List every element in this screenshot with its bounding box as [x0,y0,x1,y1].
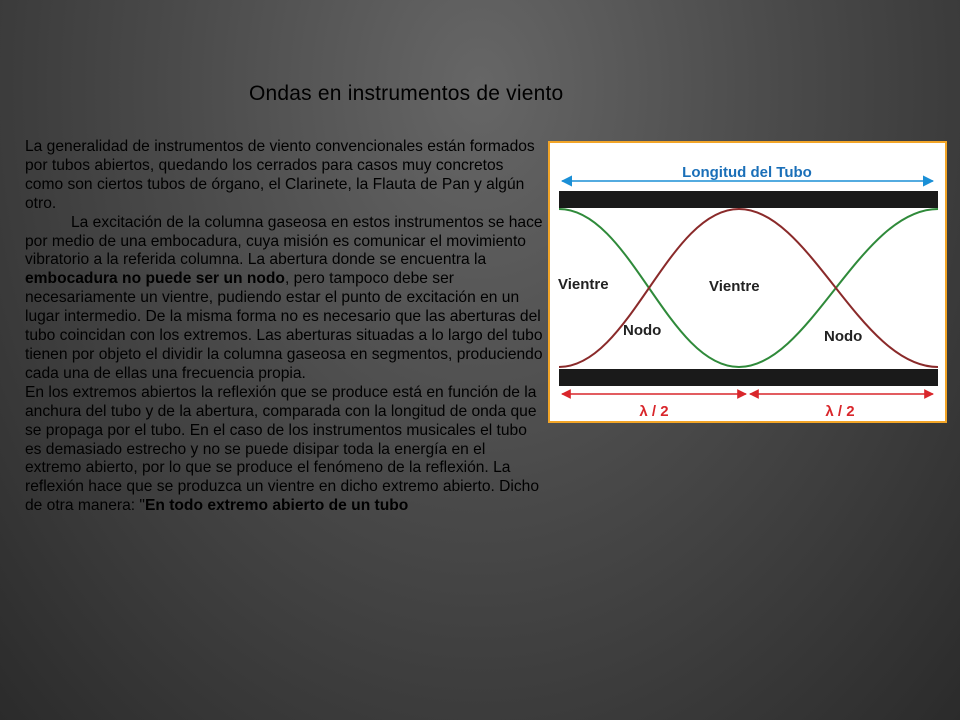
paragraph-3-text: En los extremos abiertos la reflexión que se produce está en función de la anchura del tubo y de la abertura, comparada con la longitud de onda que se propaga por el tubo. En el caso de los instrumentos musicales el tubo es demasiado estrecho y no se puede disipar toda la energía en el extremo abierto, por lo que se produce el fenómeno de la reflexión. La reflexión hace que se produzca un vientre en dicho extremo abierto. Dicho de otra manera: " [25,383,540,515]
tube-length-label: Longitud del Tubo [682,164,812,181]
slide-title: Ondas en instrumentos de viento [249,82,564,105]
paragraph-3 [25,384,545,516]
node-label-left: Nodo [623,322,662,339]
body-text [25,138,545,516]
antinode-label-center: Vientre [709,278,760,295]
paragraph-2-text-a: La excitación de la columna gaseosa en estos instrumentos se hace por medio de una embocadura, cuya misión es comunicar el movimiento vibratorio a la referida columna. La abertura donde se encuentra la [25,213,543,269]
paragraph-1: La generalidad de instrumentos de viento convencionales están formados por tubos abiertos, quedando los cerrados para casos muy concretos como son ciertos tubos de órgano, el Clarinete, la Flauta de Pan y algún otro. [25,138,535,212]
standing-wave-diagram [548,141,947,423]
paragraph-3-bold: En todo extremo abierto de un tubo [144,497,409,515]
diagram-svg [550,143,945,421]
node-label-right: Nodo [824,328,863,345]
paragraph-2-bold: embocadura no puede ser un nodo [25,270,285,288]
paragraph-2 [25,214,545,384]
antinode-label-left: Vientre [558,276,609,293]
paragraph-2-text-b: , pero tampoco debe ser necesariamente un vientre, pudiendo estar el punto de excitación en un lugar intermedio. De la misma forma no es necesario que las aberturas del tubo coincidan con los extremos. Las aberturas situadas a lo largo del tubo tienen por objeto el dividir la columna gaseosa en segmentos, produciendo cada una de ellas una frecuencia propia. [25,270,543,382]
half-wavelength-label-left: λ / 2 [639,403,669,420]
half-wavelength-label-right: λ / 2 [825,403,855,420]
tube-top-wall [559,191,938,208]
tube-bottom-wall [559,369,938,386]
